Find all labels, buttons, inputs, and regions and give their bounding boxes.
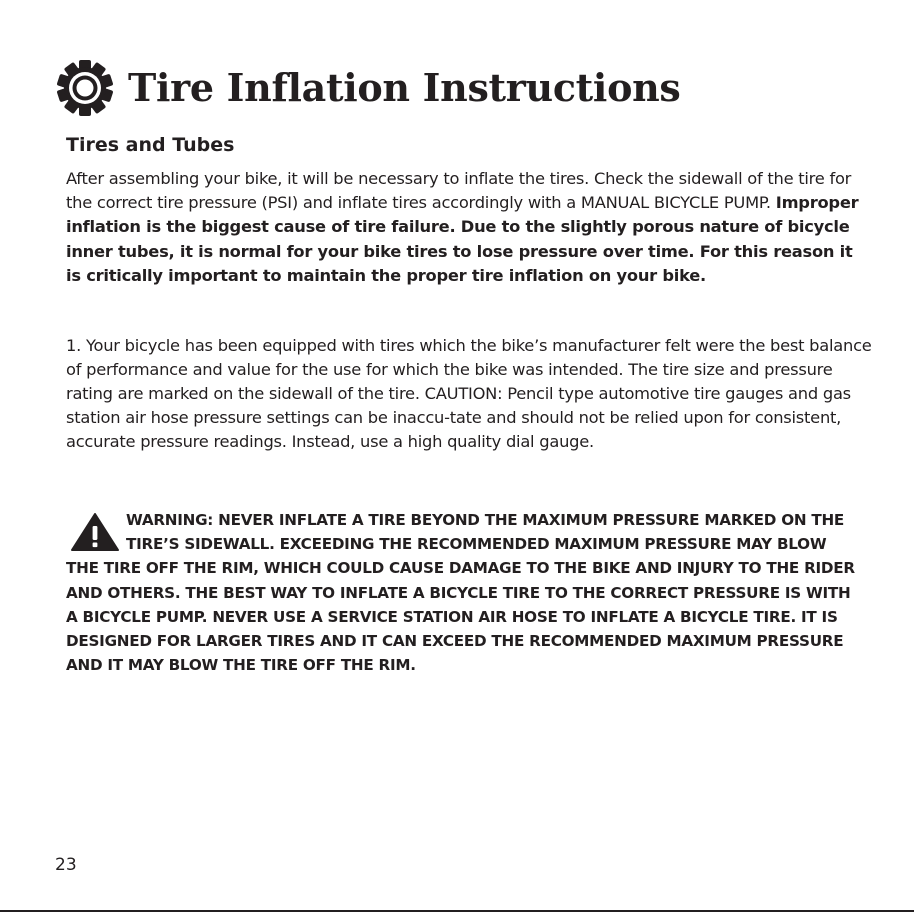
intro-emphasis: Improper inflation is the biggest cause of tire failure. Due to the slightly porous nature of bicycle inner tubes, it is normal for your bike tires to lose pressure over time. For this reason it is critically important to maintain the proper tire inflation on your bike. [66,193,859,285]
warning-paragraph [66,508,856,677]
warning-text: WARNING: NEVER INFLATE A TIRE BEYOND THE MAXIMUM PRESSURE MARKED ON THE TIRE’S SIDEWALL. EXCEEDING THE RECOMMENDED MAXIMUM PRESSURE MAY BLOW THE TIRE OFF THE RIM, WHICH COULD CAUSE DAMAGE TO THE BIKE AND INJURY TO THE RIDER AND OTHERS. THE BEST WAY TO INFLATE A BICYCLE TIRE TO THE CORRECT PRESSURE IS WITH A BICYCLE PUMP. NEVER USE A SERVICE STATION AIR HOSE TO INFLATE A BICYCLE TIRE. IT IS DESIGNED FOR LARGER TIRES AND IT CAN EXCEED THE RECOMMENDED MAXIMUM PRESSURE AND IT MAY BLOW THE TIRE OFF THE RIM. [66,511,855,675]
bottom-rule [0,910,914,912]
title-row [54,58,681,118]
gear-icon [54,57,116,119]
warning-triangle-icon [70,512,120,552]
section-heading: Tires and Tubes [66,134,235,156]
intro-paragraph [66,167,866,288]
page-number: 23 [55,855,77,875]
step-1-paragraph: 1. Your bicycle has been equipped with tires which the bike’s manufacturer felt were the best balance of performance and value for the use for which the bike was intended. The tire size and pressure rating are marked on the sidewall of the tire. CAUTION: Pencil type automotive tire gauges and gas station air hose pressure settings can be inaccu-tate and should not be relied upon for consistent, accurate pressure readings. Instead, use a high quality dial gauge. [66,336,872,451]
page-title: Tire Inflation Instructions [128,65,681,110]
intro-text: After assembling your bike, it will be necessary to inflate the tires. Check the sidewall of the tire for the correct tire pressure (PSI) and inflate tires accordingly with a MANUAL BICYCLE PUMP. [66,169,852,213]
